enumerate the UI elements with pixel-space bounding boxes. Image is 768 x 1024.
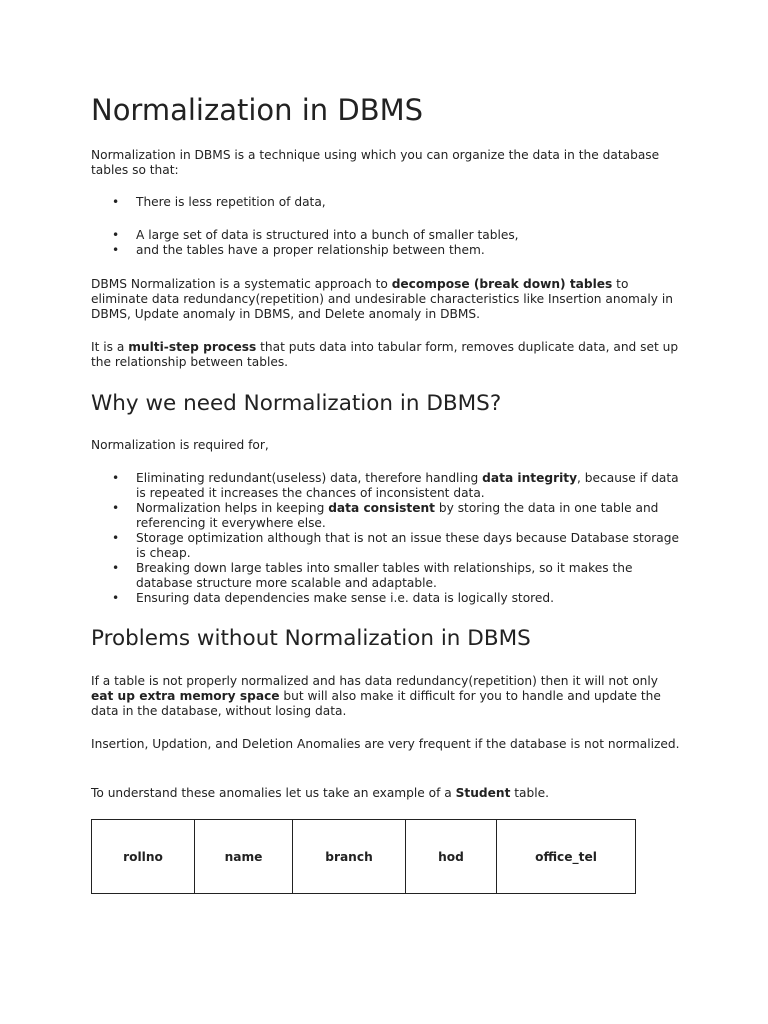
list-item <box>91 228 683 243</box>
anomalies-paragraph: Insertion, Updation, and Deletion Anomalies are very frequent if the database is not normalized. <box>91 737 680 751</box>
column-header-branch: branch <box>293 820 406 894</box>
list-item-text: and the tables have a proper relationship between them. <box>136 243 485 257</box>
column-header-name: name <box>195 820 293 894</box>
bullet-icon: • <box>112 471 120 485</box>
bold-text: data integrity <box>482 471 578 485</box>
required-paragraph: Normalization is required for, <box>91 438 269 452</box>
list-item-text: There is less repetition of data, <box>136 195 326 209</box>
column-header-rollno: rollno <box>92 820 195 894</box>
text-run: , because if data is repeated it increases the chances of inconsistent data. <box>136 471 679 500</box>
student-table <box>91 819 636 894</box>
column-header-hod: hod <box>406 820 497 894</box>
list-item <box>91 591 683 606</box>
bold-text: eat up extra memory space <box>91 689 280 703</box>
text-run: To understand these anomalies let us take an example of a <box>91 786 456 800</box>
list-item <box>91 243 683 258</box>
column-header-office-tel: office_tel <box>497 820 636 894</box>
benefits-list-second <box>91 228 683 258</box>
intro-paragraph: Normalization in DBMS is a technique using which you can organize the data in the database tables so that: <box>91 148 660 177</box>
multistep-paragraph <box>91 340 683 370</box>
text-run: Breaking down large tables into smaller tables with relationships, so it makes the database structure more scalable and adaptable. <box>136 561 633 590</box>
bullet-icon: • <box>112 501 120 515</box>
reasons-list <box>91 471 683 606</box>
bullet-icon: • <box>112 228 120 242</box>
text-run: Eliminating redundant(useless) data, therefore handling <box>136 471 483 485</box>
list-item-text: A large set of data is structured into a bunch of smaller tables, <box>136 228 519 242</box>
bullet-icon: • <box>112 243 120 257</box>
list-item <box>91 561 683 591</box>
text-run: Storage optimization although that is not an issue these days because Database storage is cheap. <box>136 531 679 560</box>
text-run: DBMS Normalization is a systematic approach to <box>91 277 392 291</box>
list-item <box>91 195 683 210</box>
text-run: It is a <box>91 340 129 354</box>
bold-text: data consistent <box>328 501 435 515</box>
table-header-row <box>92 820 636 894</box>
systematic-paragraph <box>91 277 683 322</box>
bullet-icon: • <box>112 195 120 209</box>
problems-heading: Problems without Normalization in DBMS <box>91 626 531 651</box>
text-run: table. <box>510 786 550 800</box>
text-run: that puts data into tabular form, removes duplicate data, and set up the relationship between tables. <box>91 340 679 369</box>
page-title: Normalization in DBMS <box>91 93 424 127</box>
list-item <box>91 531 683 561</box>
text-run: to eliminate data redundancy(repetition) and undesirable characteristics like Insertion anomaly in DBMS, Update anomaly in DBMS, and Delete anomaly in DBMS. <box>91 277 673 321</box>
why-heading: Why we need Normalization in DBMS? <box>91 391 502 416</box>
list-item <box>91 501 683 531</box>
bold-text: Student <box>455 786 511 800</box>
bullet-icon: • <box>112 591 120 605</box>
text-run: Normalization helps in keeping <box>136 501 329 515</box>
text-run: If a table is not properly normalized and has data redundancy(repetition) then it will not only <box>91 674 658 688</box>
bullet-icon: • <box>112 531 120 545</box>
bold-text: decompose (break down) tables <box>391 277 613 291</box>
text-run: Ensuring data dependencies make sense i.e. data is logically stored. <box>136 591 555 605</box>
benefits-list-first <box>91 195 683 210</box>
bullet-icon: • <box>112 561 120 575</box>
text-run: by storing the data in one table and referencing it everywhere else. <box>136 501 659 530</box>
student-paragraph <box>91 786 683 801</box>
bold-text: multi-step process <box>128 340 257 354</box>
text-run: but will also make it difficult for you to handle and update the data in the database, without losing data. <box>91 689 661 718</box>
list-item <box>91 471 683 501</box>
redundancy-paragraph <box>91 674 683 719</box>
